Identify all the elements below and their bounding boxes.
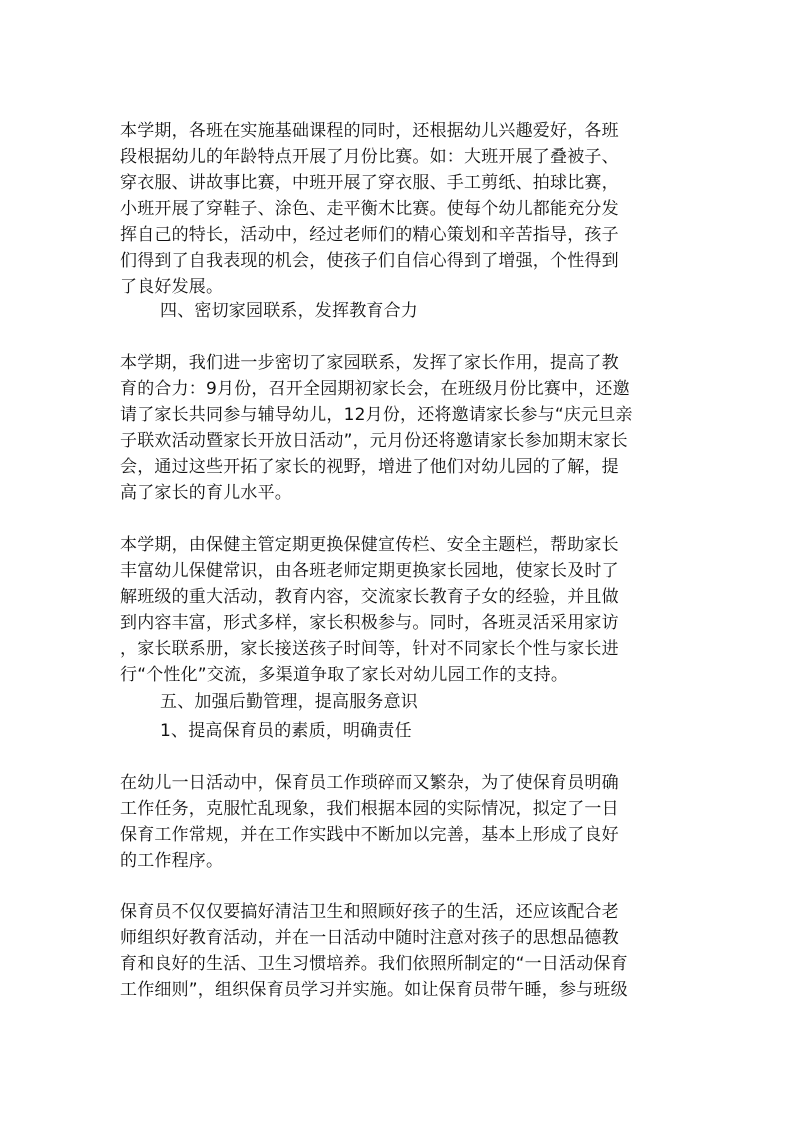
text-line: 本学期，我们进一步密切了家园联系，发挥了家长作用，提高了教 [120, 353, 619, 373]
paragraph-health-bulletins [120, 532, 665, 688]
section-heading-text: 四、密切家园联系，发挥教育合力 [160, 301, 418, 321]
text-line: 育的合力：9月份，召开全园期初家长会，在班级月份比赛中，还邀 [120, 379, 630, 399]
paragraph-monthly-competitions [120, 118, 665, 300]
text-line: ，家长联系册，家长接送孩子时间等，针对不同家长个性与家长进 [120, 639, 619, 659]
subsection-heading-text: 1、提高保育员的素质，明确责任 [160, 721, 412, 741]
text-line: 段根据幼儿的年龄特点开展了月份比赛。如：大班开展了叠被子、 [120, 147, 619, 167]
text-line: 丰富幼儿保健常识，由各班老师定期更换家长园地，使家长及时了 [120, 561, 619, 581]
text-line: 小班开展了穿鞋子、涂色、走平衡木比赛。使每个幼儿都能充分发 [120, 199, 619, 219]
text-line: 到内容丰富，形式多样，家长积极参与。同时，各班灵活采用家访 [120, 613, 619, 633]
paragraph-caregiver-duties [120, 899, 665, 1003]
text-line: 保育工作常规，并在工作实践中不断加以完善，基本上形成了良好 [120, 825, 619, 845]
text-line: 了良好发展。 [120, 277, 224, 297]
text-line: 行“个性化”交流，多渠道争取了家长对幼儿园工作的支持。 [120, 665, 569, 685]
text-line: 穿衣服、讲故事比赛，中班开展了穿衣服、手工剪纸、拍球比赛， [120, 173, 619, 193]
text-line: 本学期，各班在实施基础课程的同时，还根据幼儿兴趣爱好，各班 [120, 121, 619, 141]
text-line: 的工作程序。 [120, 851, 224, 871]
section-heading-logistics [120, 689, 665, 715]
text-line: 在幼儿一日活动中，保育员工作琐碎而又繁杂，为了使保育员明确 [120, 773, 619, 793]
subsection-heading-caregivers [120, 718, 665, 744]
text-line: 高了家长的育儿水平。 [120, 483, 292, 503]
text-line: 保育员不仅仅要搞好清洁卫生和照顾好孩子的生活，还应该配合老 [120, 902, 619, 922]
section-heading-home-school [120, 298, 665, 324]
text-line: 挥自己的特长，活动中，经过老师们的精心策划和辛苦指导，孩子 [120, 225, 619, 245]
text-line: 请了家长共同参与辅导幼儿，12月份，还将邀请家长参与“庆元旦亲 [120, 405, 633, 425]
text-line: 师组织好教育活动，并在一日活动中随时注意对孩子的思想品德教 [120, 928, 619, 948]
section-heading-text: 五、加强后勤管理，提高服务意识 [160, 692, 418, 712]
text-line: 育和良好的生活、卫生习惯培养。我们依照所制定的“一日活动保育 [120, 954, 628, 974]
text-line: 本学期，由保健主管定期更换保健宣传栏、安全主题栏，帮助家长 [120, 535, 619, 555]
text-line: 会，通过这些开拓了家长的视野，增进了他们对幼儿园的了解，提 [120, 457, 619, 477]
paragraph-parent-engagement [120, 350, 665, 506]
text-line: 工作任务，克服忙乱现象，我们根据本园的实际情况，拟定了一日 [120, 799, 619, 819]
paragraph-daily-routine [120, 770, 665, 874]
text-line: 们得到了自我表现的机会，使孩子们自信心得到了增强，个性得到 [120, 251, 619, 271]
text-line: 工作细则”，组织保育员学习并实施。如让保育员带午睡，参与班级 [120, 980, 628, 1000]
text-line: 解班级的重大活动，教育内容，交流家长教育子女的经验，并且做 [120, 587, 619, 607]
text-line: 子联欢活动暨家长开放日活动”，元月份还将邀请家长参加期末家长 [120, 431, 628, 451]
